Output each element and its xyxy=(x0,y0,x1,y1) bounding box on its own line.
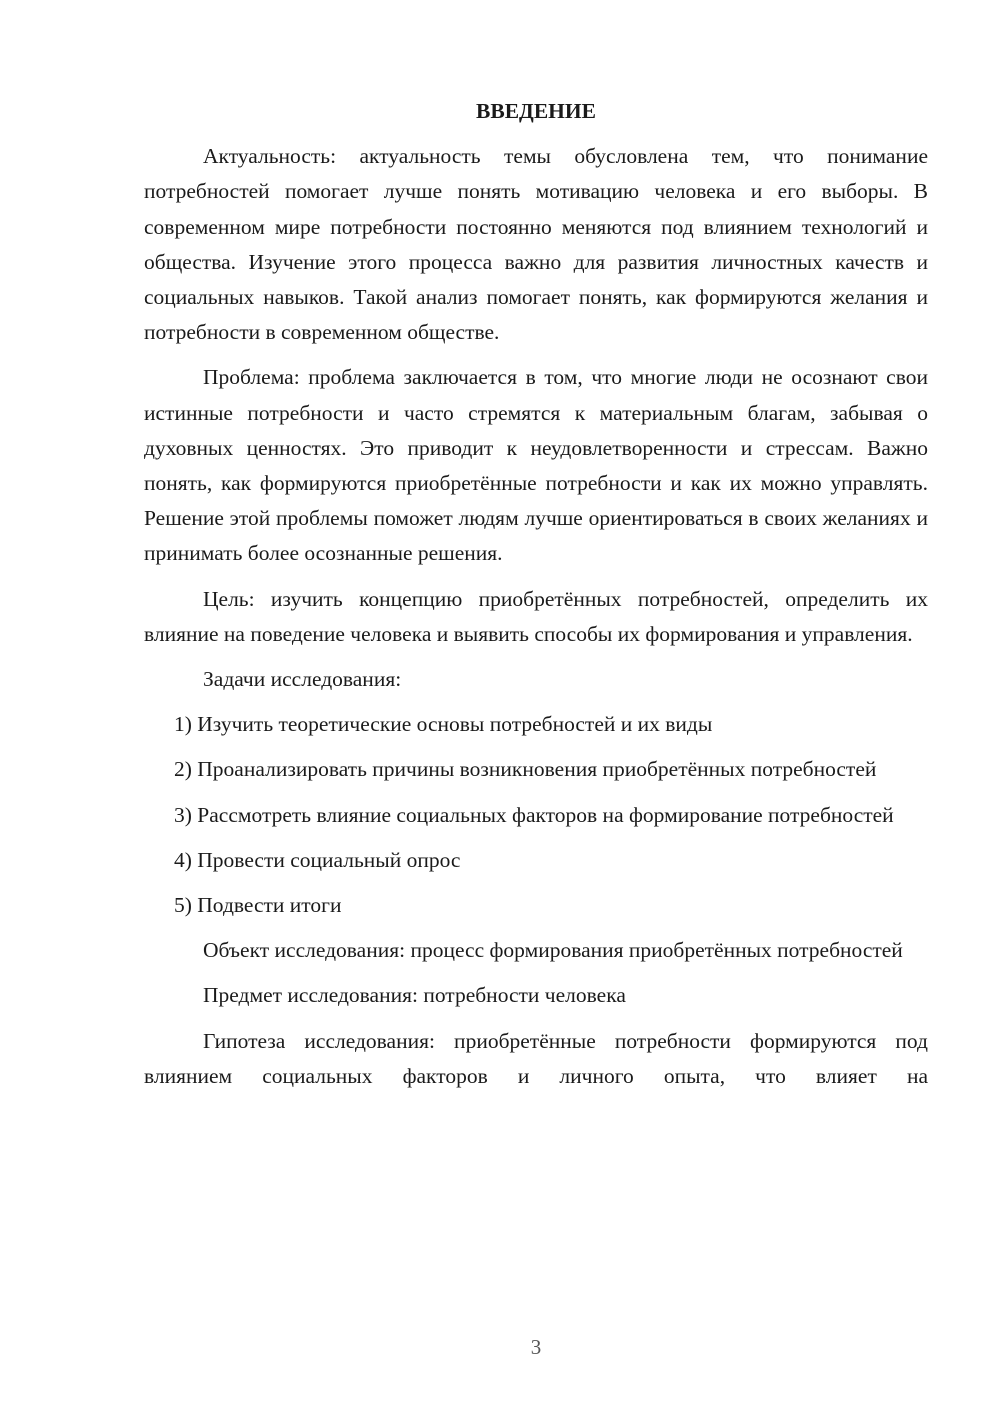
hypothesis-paragraph: Гипотеза исследования: приобретённые потребности формируются под влиянием социальных факторов и личного опыта, что влияет на xyxy=(144,1028,928,1088)
subject-paragraph: Предмет исследования: потребности человека xyxy=(203,983,626,1008)
goal-paragraph: Цель: изучить концепцию приобретённых потребностей, определить их влияние на поведение человека и выявить способы их формирования и управления. xyxy=(144,586,928,646)
page-number: 3 xyxy=(530,1335,542,1359)
object-paragraph: Объект исследования: процесс формирования приобретённых потребностей xyxy=(203,938,903,963)
page-content xyxy=(144,94,928,1094)
tasks-title: Задачи исследования: xyxy=(203,667,402,692)
task-item-5: 5) Подвести итоги xyxy=(174,893,342,918)
problem-paragraph: Проблема: проблема заключается в том, что многие люди не осознают свои истинные потребности и часто стремятся к материальным благам, забывая о духовных ценностях. Это приводит к неудовлетворенности и стрессам. Важно понять, как формируются приобретённые потребности и как их можно управлять. Решение этой проблемы поможет людям лучше ориентироваться в своих желаниях и принимать более осознанные решения. xyxy=(144,365,928,566)
task-item-3: 3) Рассмотреть влияние социальных факторов на формирование потребностей xyxy=(174,802,894,827)
task-item-4: 4) Провести социальный опрос xyxy=(174,847,461,872)
section-heading: ВВЕДЕНИЕ xyxy=(476,99,596,123)
task-item-1: 1) Изучить теоретические основы потребностей и их виды xyxy=(174,712,713,737)
task-item-2: 2) Проанализировать причины возникновения приобретённых потребностей xyxy=(174,757,877,782)
relevance-paragraph: Актуальность: актуальность темы обусловлена тем, что понимание потребностей помогает лучше понять мотивацию человека и его выборы. В современном мире потребности постоянно меняются под влиянием технологий и общества. Изучение этого процесса важно для развития личностных качеств и социальных навыков. Такой анализ помогает понять, как формируются желания и потребности в современном обществе. xyxy=(144,144,928,345)
